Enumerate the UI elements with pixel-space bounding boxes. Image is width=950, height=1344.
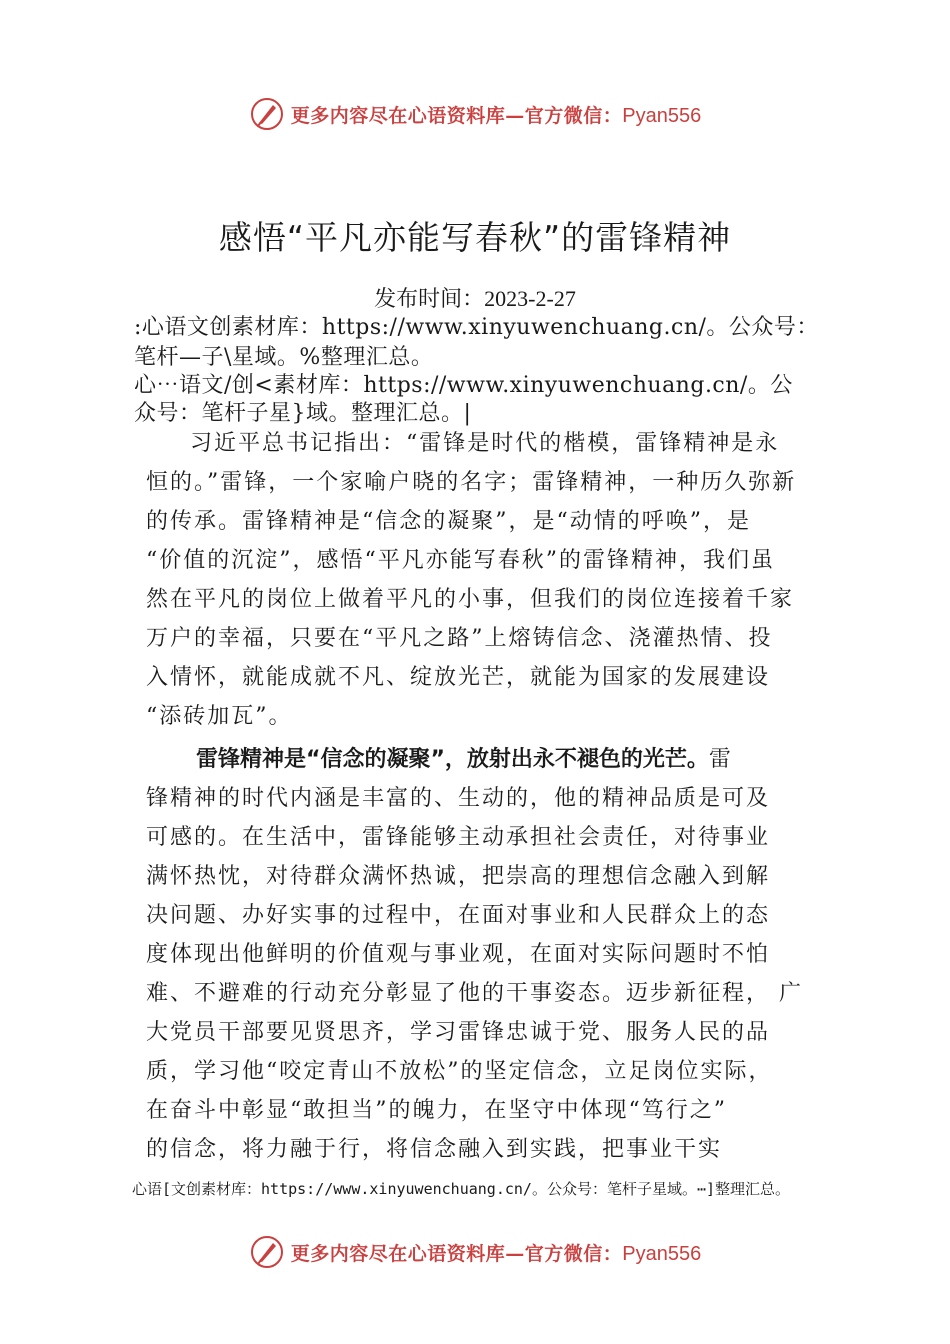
paragraph-2-line: 在奋斗中彰显“敢担当”的魄力，在坚守中体现“笃行之” — [146, 1098, 727, 1123]
banner-text: 更多内容尽在心语资料库—官方微信：Pyan556 — [290, 1242, 702, 1265]
paragraph-2-line: 质，学习他“咬定青山不放松”的坚定信念，立足岗位实际， — [146, 1059, 773, 1084]
paragraph-1-line: 万户的幸福，只要在“平凡之路”上熔铸信念、浇灌热情、投 — [146, 626, 773, 651]
paragraph-1-line: 入情怀，就能成就不凡、绽放光芒，就能为国家的发展建设 — [146, 665, 771, 690]
paragraph-2-line: 度体现出他鲜明的价值观与事业观，在面对实际问题时不怕 — [146, 942, 771, 967]
paragraph-1-line: 的传承。雷锋精神是“信念的凝聚”，是“动情的呼唤”，是 — [146, 509, 751, 534]
header-banner — [0, 94, 950, 134]
quill-pen-logo-icon — [249, 96, 285, 132]
paragraph-2-line: 难、不避难的行动充分彰显了他的干事姿态。迈步新征程， 广 — [146, 981, 803, 1006]
paragraph-1-line: 习近平总书记指出：“雷锋是时代的楷模，雷锋精神是永 — [190, 431, 780, 456]
footer-watermark: 心语[文创素材库：https://www.xinyuwenchuang.cn/。公众号：笔杆子星域。⋯]整理汇总。 — [132, 1180, 791, 1198]
watermark-line: 笔杆—子\星域。%整理汇总。 — [134, 345, 434, 370]
paragraph-2-line: 满怀热忱，对待群众满怀热诚，把崇高的理想信念融入到解 — [146, 864, 771, 889]
banner-text: 更多内容尽在心语资料库—官方微信：Pyan556 — [290, 104, 702, 127]
wechat-id: Pyan556 — [622, 1242, 702, 1265]
paragraph-2-line: 决问题、办好实事的过程中，在面对事业和人民群众上的态 — [146, 903, 771, 928]
paragraph-2-line: 的信念，将力融于行，将信念融入到实践，把事业干实 — [146, 1137, 723, 1162]
paragraph-2-line: 锋精神的时代内涵是丰富的、生动的，他的精神品质是可及 — [146, 786, 771, 811]
watermark-line: :心语文创素材库：https://www.xinyuwenchuang.cn/。公众号： — [134, 315, 819, 340]
paragraph-1-line: “价值的沉淀”，感悟“平凡亦能写春秋”的雷锋精神，我们虽 — [146, 548, 775, 573]
watermark-line: 众号：笔杆子星}域。整理汇总。| — [134, 401, 472, 426]
wechat-id: Pyan556 — [622, 104, 702, 127]
paragraph-2-lead-line: 雷锋精神是“信念的凝聚”，放射出永不褪色的光芒。雷 — [196, 747, 733, 772]
paragraph-2-line: 可感的。在生活中，雷锋能够主动承担社会责任，对待事业 — [146, 825, 771, 850]
watermark-line: 心⋯语文/创<素材库：https://www.xinyuwenchuang.cn/。公 — [134, 373, 793, 398]
publish-date: 发布时间：2023-2-27 — [374, 286, 576, 312]
quill-pen-logo-icon — [249, 1234, 285, 1270]
document-title: 感悟“平凡亦能写春秋”的雷锋精神 — [218, 218, 732, 257]
footer-banner — [0, 1232, 950, 1272]
paragraph-2-line: 大党员干部要见贤思齐，学习雷锋忠诚于党、服务人民的品 — [146, 1020, 771, 1045]
paragraph-1-line: 恒的。”雷锋，一个家喻户晓的名字；雷锋精神，一种历久弥新 — [146, 470, 797, 495]
paragraph-1-line: 然在平凡的岗位上做着平凡的小事，但我们的岗位连接着千家 — [146, 587, 795, 612]
paragraph-2-lead-bold: 雷锋精神是“信念的凝聚”，放射出永不褪色的光芒。 — [196, 747, 709, 772]
paragraph-1-line: “添砖加瓦”。 — [146, 704, 293, 729]
